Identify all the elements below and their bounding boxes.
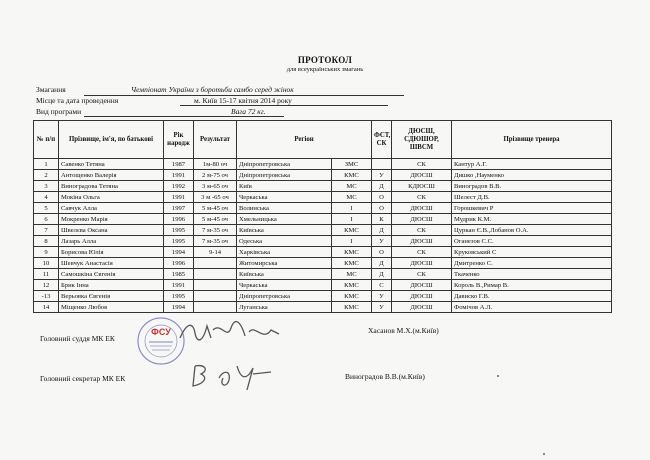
- scan-dot: [497, 375, 499, 377]
- cell-name: Лазарь Алла: [59, 236, 164, 247]
- stamp-text: ФСУ: [151, 327, 171, 337]
- secretary-name: Виноградов В.В.(м.Київ): [345, 372, 425, 381]
- cell-coach: Оганезов С.С.: [452, 236, 612, 247]
- table-row: [34, 225, 612, 236]
- cell-fst: У: [372, 291, 392, 302]
- cell-school: ДЮСШ: [392, 170, 452, 181]
- cell-school: ДЮСШ: [392, 302, 452, 313]
- cell-year: 1985: [164, 269, 194, 280]
- place-date-value: м. Київ 15-17 квітня 2014 року: [194, 96, 292, 105]
- cell-fst: Д: [372, 258, 392, 269]
- cell-fst: [372, 159, 392, 170]
- cell-name: Борисова Юлія: [59, 247, 164, 258]
- cell-number: 12: [34, 280, 59, 291]
- cell-result: 3 м-65 оч: [194, 181, 237, 192]
- cell-region: Хмельницька: [237, 214, 332, 225]
- cell-year: 1996: [164, 258, 194, 269]
- cell-number: 6: [34, 214, 59, 225]
- program-value: Вага 72 кг.: [231, 107, 266, 116]
- cell-coach: Король В.,Римар В.: [452, 280, 612, 291]
- cell-name: Верьовка Євгенія: [59, 291, 164, 302]
- cell-coach: Дависко Г.В.: [452, 291, 612, 302]
- cell-number: 4: [34, 192, 59, 203]
- cell-rank: МС: [332, 269, 372, 280]
- cell-region: Одеська: [237, 236, 332, 247]
- cell-rank: МС: [332, 181, 372, 192]
- cell-fst: О: [372, 247, 392, 258]
- cell-rank: КМС: [332, 225, 372, 236]
- cell-school: СК: [392, 225, 452, 236]
- cell-school: ДЮСШ: [392, 236, 452, 247]
- table-row: [34, 181, 612, 192]
- cell-coach: Ткаченко: [452, 269, 612, 280]
- cell-year: 1997: [164, 203, 194, 214]
- cell-coach: Дишко ,Науменко: [452, 170, 612, 181]
- cell-rank: КМС: [332, 302, 372, 313]
- col-header-coach: Прізвище тренера: [452, 121, 612, 159]
- cell-fst: У: [372, 236, 392, 247]
- table-row: [34, 258, 612, 269]
- program-row: [36, 107, 266, 116]
- cell-rank: ЗМС: [332, 159, 372, 170]
- scan-dot: [543, 453, 545, 455]
- cell-fst: К: [372, 214, 392, 225]
- cell-school: ДЮСШ: [392, 214, 452, 225]
- table-row: [34, 170, 612, 181]
- cell-name: Савчук Алла: [59, 203, 164, 214]
- cell-region: Волинська: [237, 203, 332, 214]
- col-header-school: ДЮСШ, СДЮШОР, ШВСМ: [392, 121, 452, 159]
- cell-result: [194, 269, 237, 280]
- program-underline: [84, 116, 284, 117]
- judge-signature-icon: [175, 318, 285, 346]
- cell-year: 1991: [164, 192, 194, 203]
- cell-school: СК: [392, 159, 452, 170]
- cell-coach: Кантур А.Г.: [452, 159, 612, 170]
- cell-number: 14: [34, 302, 59, 313]
- cell-number: 10: [34, 258, 59, 269]
- place-date-underline: [180, 105, 388, 106]
- col-header-name: Прізвище, ім'я, по батькові: [59, 121, 164, 159]
- table-row: [34, 203, 612, 214]
- cell-year: 1994: [164, 247, 194, 258]
- cell-school: ДЮСШ: [392, 258, 452, 269]
- cell-result: [194, 280, 237, 291]
- cell-year: 1991: [164, 170, 194, 181]
- cell-coach: Мудрик К.М.: [452, 214, 612, 225]
- cell-fst: О: [372, 203, 392, 214]
- cell-result: [194, 291, 237, 302]
- cell-rank: І: [332, 236, 372, 247]
- place-date-row: [36, 96, 292, 105]
- cell-year: 1995: [164, 236, 194, 247]
- competition-value: Чемпіонат України з боротьби самбо серед жінок: [131, 85, 294, 94]
- cell-region: Луганська: [237, 302, 332, 313]
- cell-fst: У: [372, 302, 392, 313]
- cell-result: 5 м-45 оч: [194, 203, 237, 214]
- table-row: [34, 192, 612, 203]
- cell-fst: У: [372, 170, 392, 181]
- cell-fst: Д: [372, 225, 392, 236]
- cell-rank: І: [332, 203, 372, 214]
- cell-number: 2: [34, 170, 59, 181]
- cell-result: 7 м-35 оч: [194, 225, 237, 236]
- secretary-label: Головний секретар МК ЕК: [40, 374, 126, 383]
- cell-region: Київська: [237, 225, 332, 236]
- col-header-result: Результат: [194, 121, 237, 159]
- page-subtitle: для всеукраїнських змагань: [286, 66, 364, 73]
- cell-school: СК: [392, 192, 452, 203]
- cell-year: 1991: [164, 280, 194, 291]
- cell-name: Мокренко Марія: [59, 214, 164, 225]
- competition-label: Змагання: [36, 85, 66, 94]
- cell-region: Черкаська: [237, 192, 332, 203]
- cell-school: ДЮСШ: [392, 280, 452, 291]
- col-header-region: Регіон: [237, 121, 372, 159]
- table-row: [34, 214, 612, 225]
- cell-result: 5 м-45 оч: [194, 214, 237, 225]
- cell-school: СК: [392, 247, 452, 258]
- cell-rank: КМС: [332, 280, 372, 291]
- cell-region: Київ: [237, 181, 332, 192]
- table-row: [34, 291, 612, 302]
- cell-name: Брик Інна: [59, 280, 164, 291]
- cell-region: Житомирська: [237, 258, 332, 269]
- cell-name: Швелєва Оксана: [59, 225, 164, 236]
- table-row: [34, 302, 612, 313]
- cell-year: 1987: [164, 159, 194, 170]
- cell-school: КДЮСШ: [392, 181, 452, 192]
- cell-name: Мокіна Ольга: [59, 192, 164, 203]
- cell-result: [194, 302, 237, 313]
- cell-coach: Дмитренко С.: [452, 258, 612, 269]
- cell-rank: КМС: [332, 291, 372, 302]
- cell-coach: Цуркан Є.В.,Лобанов О.А.: [452, 225, 612, 236]
- cell-region: Дніпропетровська: [237, 291, 332, 302]
- cell-number: -13: [34, 291, 59, 302]
- cell-rank: КМС: [332, 170, 372, 181]
- cell-result: 2 м-75 оч: [194, 170, 237, 181]
- cell-result: 9-14: [194, 247, 237, 258]
- cell-result: [194, 258, 237, 269]
- cell-number: 1: [34, 159, 59, 170]
- cell-fst: Д: [372, 181, 392, 192]
- table-header-row: [34, 121, 612, 159]
- cell-school: СК: [392, 269, 452, 280]
- cell-result: 3 м -65 оч: [194, 192, 237, 203]
- cell-fst: О: [372, 192, 392, 203]
- cell-rank: І: [332, 214, 372, 225]
- cell-coach: Горошкевич Р: [452, 203, 612, 214]
- cell-year: 1994: [164, 302, 194, 313]
- cell-coach: Шелест Д.В.: [452, 192, 612, 203]
- cell-name: Самошкіна Євгенія: [59, 269, 164, 280]
- cell-result: 1м-80 оч: [194, 159, 237, 170]
- table-row: [34, 159, 612, 170]
- cell-name: Шевчук Анастасія: [59, 258, 164, 269]
- cell-school: ДЮСШ: [392, 203, 452, 214]
- secretary-signature-icon: [183, 360, 278, 392]
- cell-region: Дніпропетровська: [237, 170, 332, 181]
- judge-name: Хасанов М.Х.(м.Київ): [368, 326, 439, 335]
- cell-result: 7 м-35 оч: [194, 236, 237, 247]
- page-title: ПРОТОКОЛ: [297, 55, 353, 65]
- cell-number: 11: [34, 269, 59, 280]
- table-row: [34, 280, 612, 291]
- cell-region: Дніпропетровська: [237, 159, 332, 170]
- col-header-year: Рік народж: [164, 121, 194, 159]
- cell-rank: МС: [332, 192, 372, 203]
- table-row: [34, 236, 612, 247]
- cell-region: Черкаська: [237, 280, 332, 291]
- col-header-number: № п/п: [34, 121, 59, 159]
- cell-coach: Фомічов А.Л.: [452, 302, 612, 313]
- program-label: Вид програми: [36, 107, 82, 116]
- cell-coach: Круковський С: [452, 247, 612, 258]
- cell-number: 9: [34, 247, 59, 258]
- cell-rank: КМС: [332, 258, 372, 269]
- cell-name: Антощенко Валерія: [59, 170, 164, 181]
- col-header-fst: ФСТ, СК: [372, 121, 392, 159]
- table-row: [34, 247, 612, 258]
- cell-name: Виноградова Тетяна: [59, 181, 164, 192]
- judge-label: Головний суддя МК ЕК: [40, 334, 115, 343]
- results-table: [33, 120, 612, 313]
- cell-number: 3: [34, 181, 59, 192]
- competition-row: [36, 85, 294, 94]
- cell-number: 8: [34, 236, 59, 247]
- cell-rank: КМС: [332, 247, 372, 258]
- cell-school: ДЮСШ: [392, 291, 452, 302]
- cell-number: 7: [34, 225, 59, 236]
- cell-name: Савенко Тетяна: [59, 159, 164, 170]
- cell-year: 1995: [164, 225, 194, 236]
- cell-region: Київська: [237, 269, 332, 280]
- cell-year: 1992: [164, 181, 194, 192]
- cell-number: 5: [34, 203, 59, 214]
- cell-fst: С: [372, 280, 392, 291]
- cell-coach: Виноградов В.В.: [452, 181, 612, 192]
- cell-fst: Д: [372, 269, 392, 280]
- cell-region: Харківська: [237, 247, 332, 258]
- table-row: [34, 269, 612, 280]
- cell-year: 1996: [164, 214, 194, 225]
- cell-year: 1995: [164, 291, 194, 302]
- place-date-label: Місце та дата проведення: [36, 96, 119, 105]
- cell-name: Міщенко Любов: [59, 302, 164, 313]
